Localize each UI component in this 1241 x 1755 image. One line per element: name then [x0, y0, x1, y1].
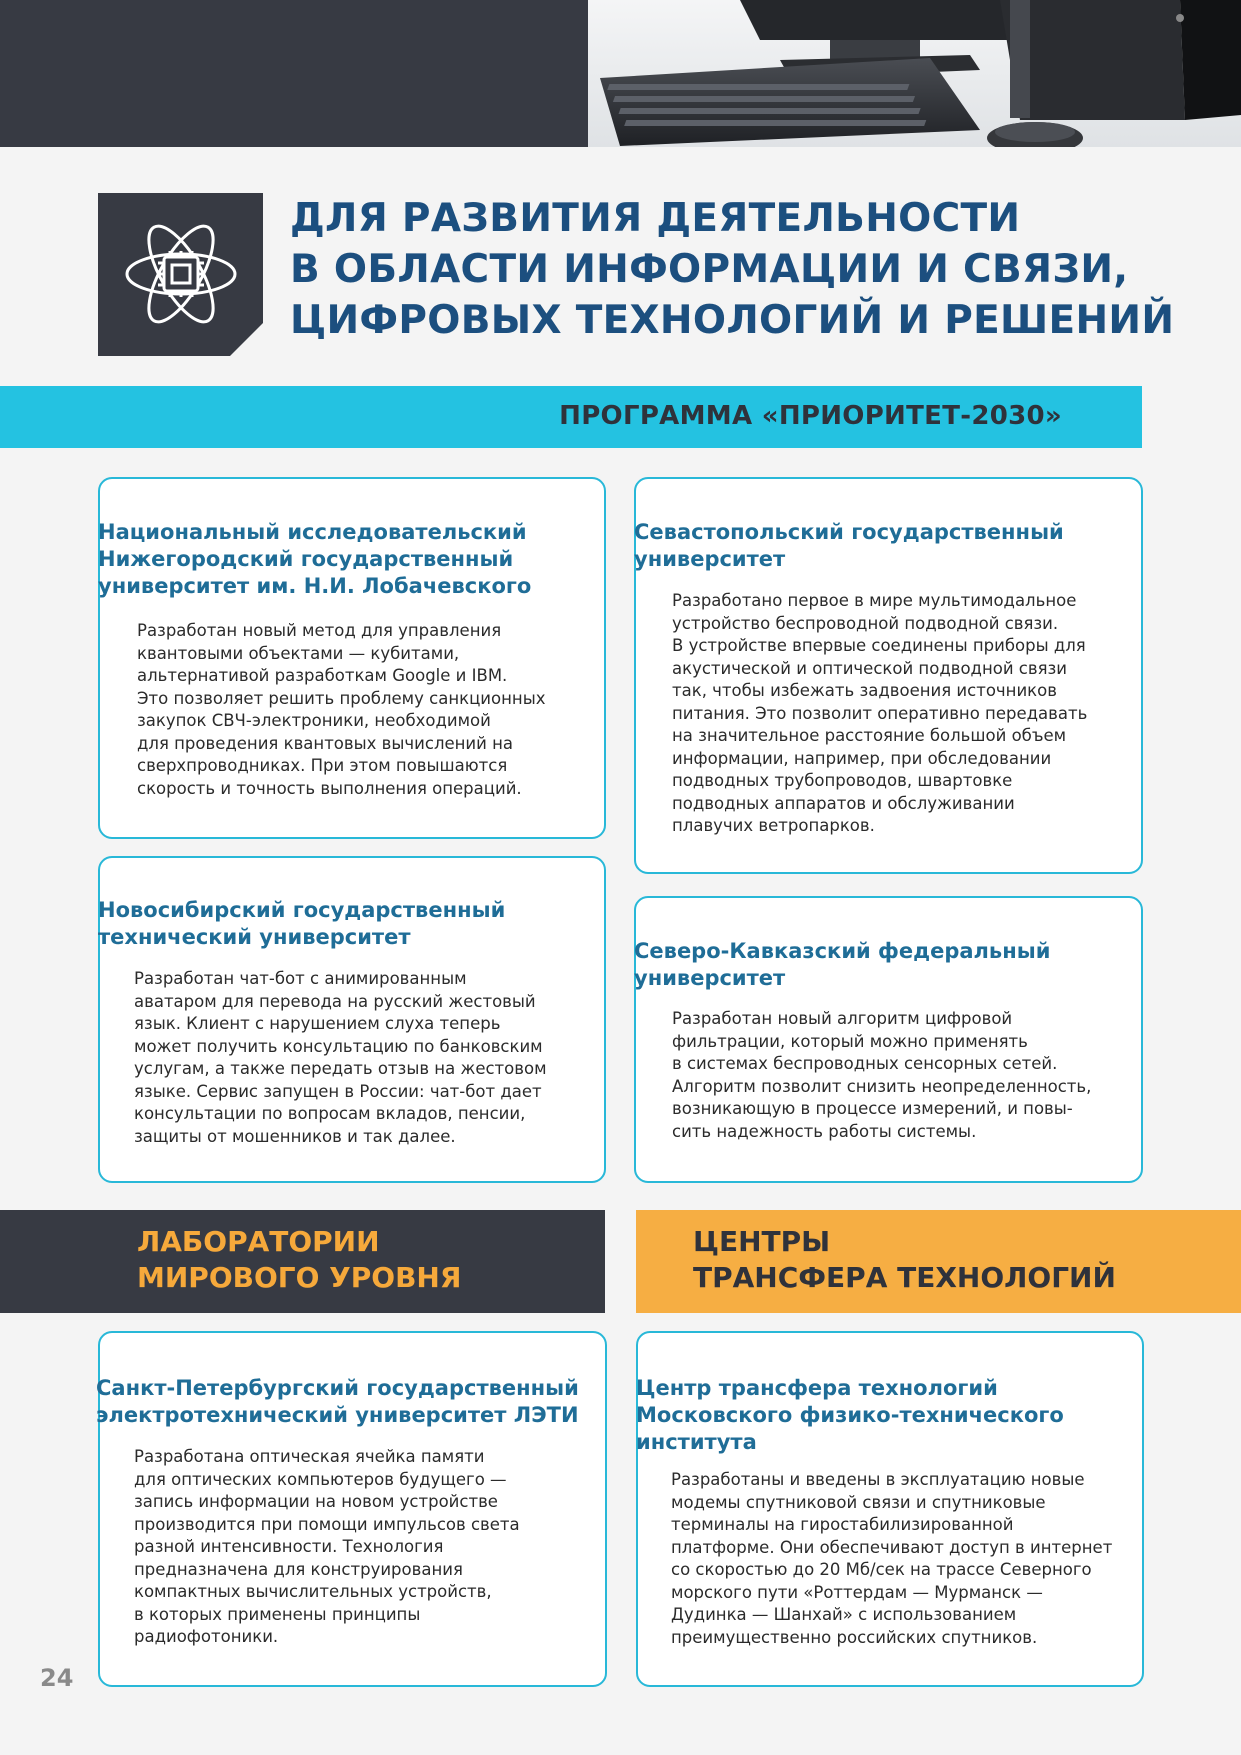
page-number: 24: [40, 1664, 74, 1692]
card-title-line: университет: [634, 547, 786, 571]
labs-band: [0, 1210, 605, 1313]
card-body: Разработаны и введены в эксплуатацию новые модемы спутниковой связи и спутниковые терминалы на гиростабилизированной платформе. Они обеспечивают доступ в интернет со скоростью до 20 Мб/сек на трассе Северного морского пути «Роттердам — Мурманск — Дудинка — Шанхай» с использованием преимущественно российских спутников.: [671, 1470, 1113, 1647]
card-title-line: университет: [634, 966, 786, 990]
card-title-line: Московского физико-технического: [636, 1403, 1064, 1427]
card-title-line: Санкт-Петербургский государственный: [96, 1376, 579, 1400]
program-band-label: ПРОГРАММА «ПРИОРИТЕТ-2030»: [559, 401, 1062, 431]
card-title-line: университет им. Н.И. Лобачевского: [98, 574, 532, 598]
card-title: [634, 938, 1050, 992]
card-title-line: технический университет: [98, 925, 411, 949]
card-title: [96, 1375, 579, 1429]
transfer-band: [636, 1210, 1241, 1313]
card-title: [636, 1375, 1064, 1456]
card-title-line: Северо-Кавказский федеральный: [634, 939, 1051, 963]
page-title-line: ДЛЯ РАЗВИТИЯ ДЕЯТЕЛЬНОСТИ: [290, 196, 1021, 241]
page-title-line: В ОБЛАСТИ ИНФОРМАЦИИ И СВЯЗИ,: [290, 247, 1129, 292]
page-title-block: [98, 193, 1198, 358]
card-title-line: Центр трансфера технологий: [636, 1376, 998, 1400]
title-icon-box: [98, 193, 263, 356]
card-title-line: института: [636, 1430, 757, 1454]
program-band: [0, 386, 1142, 448]
card-title: [634, 519, 1064, 573]
card-title-line: электротехнический университет ЛЭТИ: [96, 1403, 579, 1427]
card-title-line: Севастопольский государственный: [634, 520, 1064, 544]
card-body: Разработан новый метод для управления квантовыми объектами — кубитами, альтернативой разработкам Google и IBM. Это позволяет решить проблему санкционных закупок СВЧ-электроники, необходимой для проведения квантовых вычислений на сверхпроводниках. При этом повышаются скорость и точность выполнения операций.: [137, 621, 546, 798]
transfer-band-label: ЦЕНТРЫ ТРАНСФЕРА ТЕХНОЛОГИЙ: [693, 1225, 1116, 1294]
labs-band-label: ЛАБОРАТОРИИ МИРОВОГО УРОВНЯ: [137, 1225, 462, 1294]
page-title-line: ЦИФРОВЫХ ТЕХНОЛОГИЙ И РЕШЕНИЙ: [290, 298, 1175, 343]
computer-keyboard-photo: [580, 0, 1241, 147]
card-title: [98, 897, 505, 951]
card-body: Разработана оптическая ячейка памяти для оптических компьютеров будущего — запись информации на новом устройстве производится при помощи импульсов света разной интенсивности. Технология предназначена для конструирования компактных вычислительных устройств, в которых применены принципы радиофотоники.: [134, 1447, 520, 1646]
header-photo-band: [0, 0, 1241, 147]
card-title-line: Национальный исследовательский: [98, 520, 527, 544]
card-body: Разработан чат-бот с анимированным аватаром для перевода на русский жестовый язык. Клиент с нарушением слуха теперь может получить консультацию по банковским услугам, а также передать отзыв на жестовом языке. Сервис запущен в России: чат-бот дает консультации по вопросам вкладов, пенсии, защиты от мошенников и так далее.: [134, 969, 547, 1146]
card-title-line: Новосибирский государственный: [98, 898, 506, 922]
page-title: [290, 193, 1190, 346]
card-body: Разработано первое в мире мультимодальное устройство беспроводной подводной связи. В устройстве впервые соединены приборы для акустической и оптической подводной связи так, чтобы избежать задвоения источников питания. Это позволит оперативно передавать на значительное расстояние большой объем информации, например, при обследовании подводных трубопроводов, швартовке подводных аппаратов и обслуживании плавучих ветропарков.: [672, 591, 1088, 835]
card-title-line: Нижегородский государственный: [98, 547, 514, 571]
card-title: [98, 519, 531, 600]
card-body: Разработан новый алгоритм цифровой фильтрации, который можно применять в системах беспроводных сенсорных сетей. Алгоритм позволит снизить неопределенность, возникающую в процессе измерений, и повы- сить надежность работы системы.: [672, 1009, 1092, 1141]
